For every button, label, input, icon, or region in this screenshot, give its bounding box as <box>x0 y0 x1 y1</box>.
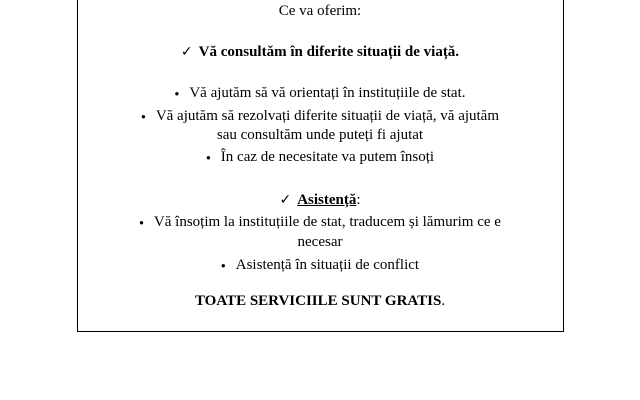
section1-item-2 <box>0 107 640 127</box>
section2-item-text: necesar <box>297 234 343 250</box>
section1-item-3 <box>0 148 640 168</box>
bullet-icon <box>221 255 226 275</box>
section2-item-text: Vă însoțim la instituțiile de stat, traducem și lămurim ce e <box>153 214 501 230</box>
section2-heading <box>0 191 640 209</box>
section2-item-2 <box>0 256 640 276</box>
section1-item-text: În caz de necesitate va putem însoți <box>220 149 435 165</box>
bullet-icon <box>139 212 144 232</box>
checkmark-icon: ✓ <box>279 192 292 208</box>
section1-item-1 <box>0 84 640 104</box>
footer-text: TOATE SERVICIILE SUNT GRATIS <box>194 293 442 309</box>
checkmark-icon: ✓ <box>180 44 193 60</box>
section1-title: Vă consultăm în diferite situații de viață. <box>198 44 460 60</box>
bullet-icon <box>174 83 179 103</box>
intro-line <box>0 2 640 20</box>
section2-title-suffix: : <box>356 192 361 208</box>
bullet-icon <box>206 147 211 167</box>
section2-item-text: Asistență în situații de conflict <box>235 257 420 273</box>
bullet-icon <box>141 106 146 126</box>
section1-item-text: sau consultăm unde puteți fi ajutat <box>216 127 424 143</box>
footer-line <box>0 292 640 310</box>
section1-item-2-continuation <box>0 126 640 144</box>
section1-heading <box>0 43 640 61</box>
section2-item-1-continuation <box>0 233 640 251</box>
section1-item-text: Vă ajutăm să vă orientați în instituțiile de stat. <box>189 85 466 101</box>
intro-text: Ce va oferim: <box>278 3 362 19</box>
section2-item-1 <box>0 213 640 233</box>
section1-item-text: Vă ajutăm să rezolvați diferite situații de viață, vă ajutăm <box>155 108 500 124</box>
footer-period: . <box>441 293 446 309</box>
section2-title: Asistență <box>297 192 357 208</box>
